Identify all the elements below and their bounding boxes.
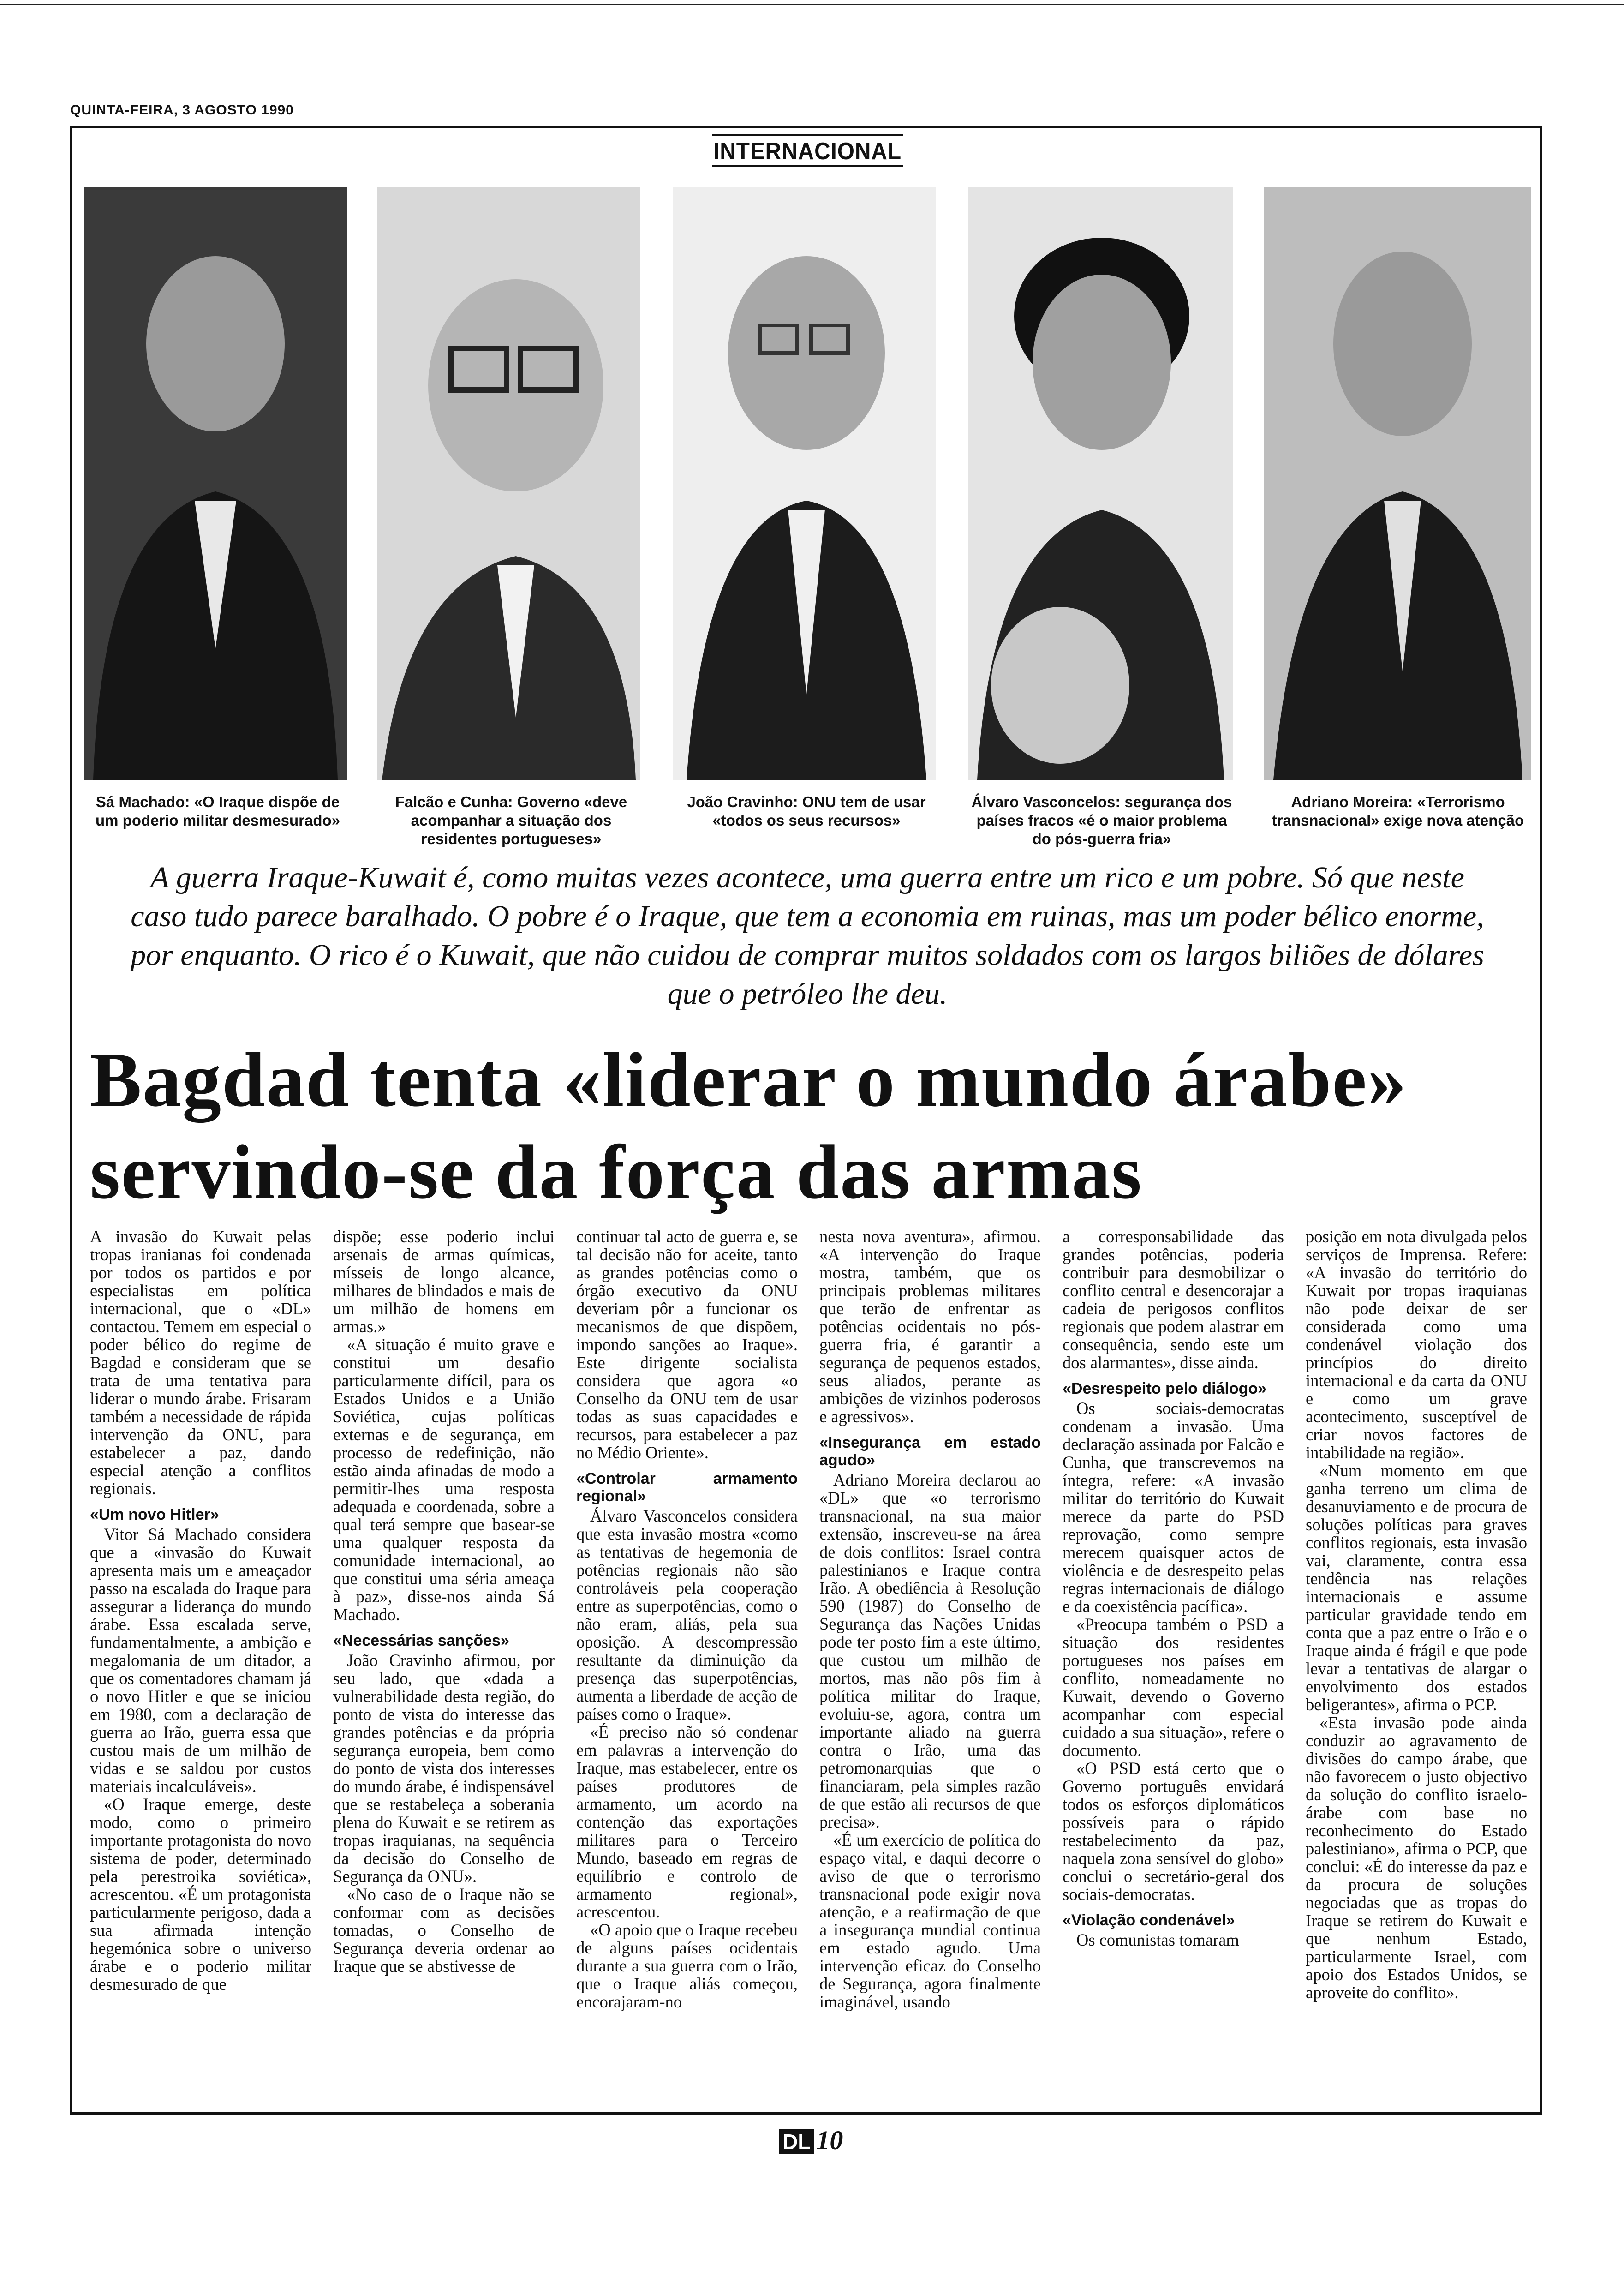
photo-adriano-moreira	[1264, 187, 1531, 780]
photo-caption: Adriano Moreira: «Terrorismo transnacional» exige nova atenção	[1272, 793, 1524, 829]
lede-paragraph: A guerra Iraque-Kuwait é, como muitas vezes acontece, uma guerra entre um rico e um pobre. Só que neste caso tudo parece baralhado. O pobre é o Iraque, que tem a economia em ruinas, mas um poder bélico enorme, por enquanto. O rico é o Kuwait, que não cuidou de comprar muitos soldados com os largos biliões de dólares que o petróleo lhe deu.	[131, 861, 1484, 1011]
paragraph: continuar tal acto de guerra e, se tal decisão não for aceite, tanto as grandes potências como o órgão executivo da ONU deveriam pôr a funcionar os mecanismos de que dispõem, impondo sanções ao Iraque». Este dirigente socialista considera que agora «o Conselho da ONU tem de usar todas as suas capacidades e recursos, para estabelecer a paz no Médio Oriente».	[576, 1227, 798, 1462]
photo-caption: João Cravinho: ONU tem de usar «todos os seus recursos»	[687, 793, 926, 829]
article-column-4	[819, 1228, 1041, 2011]
headline	[90, 1034, 1529, 1218]
paragraph: Os comunistas tomaram	[1076, 1930, 1239, 1949]
portrait-image	[377, 187, 640, 780]
section-heading: INTERNACIONAL	[712, 134, 903, 167]
top-rule	[0, 4, 1624, 5]
photo-caption: Álvaro Vasconcelos: segurança dos países fracos «é o maior problema do pós-guerra fria»	[971, 793, 1232, 847]
paragraph: «Esta invasão pode ainda conduzir ao agravamento de divisões do campo árabe, que não favorecem o justo objectivo da solução do conflito israelo-árabe com base no reconhecimento do Estado palestiniano», afirma o PCP, que conclui: «É do interesse da paz e da procura de soluções negociadas que as tropas do Iraque se retirem do Kuwait e que nenhum Estado, particularmente Israel, com apoio dos Estados Unidos, se aproveite do conflito».	[1306, 1713, 1527, 2002]
paragraph: Álvaro Vasconcelos considera que esta invasão mostra «como as tentativas de hegemonia de potências regionais não são controláveis pela cooperação entre as superpotências, como o não eram, aliás, pela sua oposição. A descompressão resultante da diminuição da presença das superpotências, aumenta a liberdade de acção de países como o Iraque».	[576, 1506, 798, 1723]
dl-logo: DL	[779, 2129, 814, 2154]
portrait-image	[673, 187, 936, 780]
paragraph: dispõe; esse poderio inclui arsenais de armas químicas, mísseis de longo alcance, milhares de blindados e mais de um milhão de homens em armas.»	[333, 1227, 555, 1336]
subheading: «Controlar armamento regional»	[576, 1470, 798, 1505]
photo-falcao-cunha	[377, 187, 640, 780]
paragraph: «O apoio que o Iraque recebeu de alguns países ocidentais durante a sua guerra com o Irão, que o Iraque aliás começou, encorajaram-no	[576, 1920, 798, 2011]
paragraph: posição em nota divulgada pelos serviços de Imprensa. Refere: «A invasão do território do Kuwait por tropas iraquianas não pode deixar de ser considerada como uma condenável violação dos princípios do direito internacional e da carta da ONU e como um grave acontecimento, susceptível de criar novos factores de intabilidade na região».	[1306, 1227, 1527, 1462]
paragraph: «A situação é muito grave e constitui um desafio particularmente difícil, para os Estados Unidos e a União Soviética, cujas políticas externas e de segurança, em processo de redefinição, não estão ainda afinadas de modo a permitir-lhes uma resposta adequada e coordenada, sobre a qual terá sempre que basear-se uma qualquer resposta da comunidade internacional, ao que constitui uma séria ameaça à paz», disse-nos ainda Sá Machado.	[333, 1335, 555, 1624]
photo-caption: Sá Machado: «O Iraque dispõe de um poderio militar desmesurado»	[96, 793, 340, 829]
paragraph: «É preciso não só condenar em palavras a intervenção do Iraque, mas estabelecer, entre os países produtores de armamento, um acordo na contenção das exportações militares para o Terceiro Mundo, baseado em regras de equilíbrio e controlo de armamento regional», acrescentou.	[576, 1722, 798, 1921]
article-column-6	[1306, 1228, 1527, 2001]
paragraph: «É um exercício de política do espaço vital, e daqui decorre o aviso de que o terrorismo transnacional pode exigir nova atenção, e a reafirmação de que a insegurança mundial continua em estado agudo. Uma intervenção eficaz do Conselho de Segurança, agora finalmente imaginável, usando	[819, 1830, 1041, 2011]
paragraph: «Num momento em que ganha terreno um clima de desanuviamento e de procura de soluções políticas para graves conflitos regionais, esta invasão vai, claramente, contra essa tendência nas relações internacionais e assume particular gravidade tendo em conta que a paz entre o Irão e o Iraque ainda é frágil e que pode levar a tentativas de alargar o envolvimento dos estados beligerantes», afirma o PCP.	[1306, 1461, 1527, 1714]
paragraph: «O Iraque emerge, deste modo, como o primeiro importante protagonista do novo sistema de poder, determinado pela perestroika soviética», acrescentou. «É um protagonista particularmente perigoso, dada a sua afirmada intenção hegemónica sobre o universo árabe e o poderio militar desmesurado de que	[90, 1795, 311, 1994]
paragraph: Adriano Moreira declarou ao «DL» que «o terrorismo transnacional, na sua maior extensão, inscreveu-se na área de dois conflitos: Israel contra palestinianos e Iraque contra Irão. A obediência à Resolução 590 (1987) do Conselho de Segurança das Nações Unidas pode ter posto fim a este último, que custou um milhão de mortos, mas não pôs fim à política militar do Iraque, evoluiu-se, agora, contra um importante aliado na guerra contra o Irão, uma das petromonarquias que o financiaram, pela simples razão de que estão ali recursos de que precisa».	[819, 1470, 1041, 1831]
paragraph: nesta nova aventura», afirmou. «A intervenção do Iraque mostra, também, que os principais problemas militares que terão de enfrentar as potências ocidentais no pós-guerra fria, é garantir a segurança de pequenos estados, seus aliados, perante as ambições de vizinhos poderosos e agressivos».	[819, 1227, 1041, 1426]
portrait-image	[84, 187, 347, 780]
subheading: «Violação condenável»	[1063, 1911, 1235, 1929]
portrait-image	[968, 187, 1233, 780]
paragraph: «Preocupa também o PSD a situação dos residentes portugueses nos países em conflito, nomeadamente no Kuwait, devendo o Governo acompanhar com especial cuidado a sua situação», refere o documento.	[1063, 1615, 1284, 1760]
photo-alvaro-vasconcelos	[968, 187, 1233, 780]
subheading: «Um novo Hitler»	[90, 1506, 219, 1523]
paragraph: Vitor Sá Machado considera que a «invasão do Kuwait apresenta mais um e ameaçador passo na escalada do Iraque para assegurar a liderança do mundo árabe. Essa escalada serve, fundamentalmente, a ambição e megalomania de um ditador, a que os comentadores chamam já o novo Hitler e que se iniciou em 1980, com a declaração de guerra ao Irão, guerra essa que custou mais de um milhão de vidas e se saldou por custos materiais incalculáveis».	[90, 1525, 311, 1796]
paragraph: Os sociais-democratas condenam a invasão. Uma declaração assinada por Falcão e Cunha, que transcrevemos na íntegra, refere: «A invasão militar do território do Kuwait merece da parte do PSD reprovação, como sempre merecem quaisquer actos de violência e de desrespeito pelas regras internacionais de diálogo e da coexistência pacífica».	[1063, 1399, 1284, 1616]
portrait-image	[1264, 187, 1531, 780]
article-column-1	[90, 1228, 311, 1993]
article-column-5	[1063, 1228, 1284, 1949]
paragraph: «No caso de o Iraque não se conformar com as decisões tomadas, o Conselho de Segurança deveria ordenar ao Iraque que se abstivesse de	[333, 1885, 555, 1976]
subheading: «Insegurança em estado agudo»	[819, 1434, 1041, 1469]
paragraph: A invasão do Kuwait pelas tropas iranianas foi condenada por todos os partidos e por especialistas em política internacional, que o «DL» contactou. Temem em especial o poder bélico do regime de Bagdad e consideram que se trata de uma tentativa para liderar o mundo árabe. Frisaram também a necessidade de rápida intervenção da ONU, para estabelecer a paz, dando especial atenção a conflitos regionais.	[90, 1227, 311, 1498]
subheading: «Necessárias sanções»	[333, 1632, 509, 1649]
subheading: «Desrespeito pelo diálogo»	[1063, 1380, 1267, 1397]
headline-line-2: servindo-se da força das armas	[90, 1129, 1143, 1215]
photo-caption: Falcão e Cunha: Governo «deve acompanhar a situação dos residentes portugueses»	[395, 793, 627, 847]
article-column-3	[576, 1228, 798, 2011]
paragraph: a corresponsabilidade das grandes potências, poderia contribuir para desmobilizar o conflito central e desencorajar a cadeia de perigosos conflitos regionais que podem alastrar em consequência, sendo este um dos alarmantes», disse ainda.	[1063, 1227, 1284, 1372]
headline-line-1: Bagdad tenta «liderar o mundo árabe»	[90, 1037, 1408, 1123]
paragraph: «O PSD está certo que o Governo português envidará todos os esforços diplomáticos possíveis para o rápido restabelecimento da paz, naquela zona sensível do globo» conclui o secretário-geral dos sociais-democratas.	[1063, 1759, 1284, 1904]
dateline: QUINTA-FEIRA, 3 AGOSTO 1990	[70, 102, 294, 118]
paragraph: João Cravinho afirmou, por seu lado, que «dada a vulnerabilidade desta região, do ponto de vista do interesse das grandes potências e da própria segurança europeia, bem como do ponto de vista dos interesses do mundo árabe, é indispensável que se restabeleça a soberania plena do Kuwait e se retirem as tropas iraquianas, na sequência da decisão do Conselho de Segurança da ONU».	[333, 1651, 555, 1886]
article-column-2	[333, 1228, 555, 1975]
page-footer	[779, 2125, 843, 2156]
photo-sa-machado	[84, 187, 347, 780]
photo-joao-cravinho	[673, 187, 936, 780]
page-number: 10	[816, 2125, 843, 2155]
